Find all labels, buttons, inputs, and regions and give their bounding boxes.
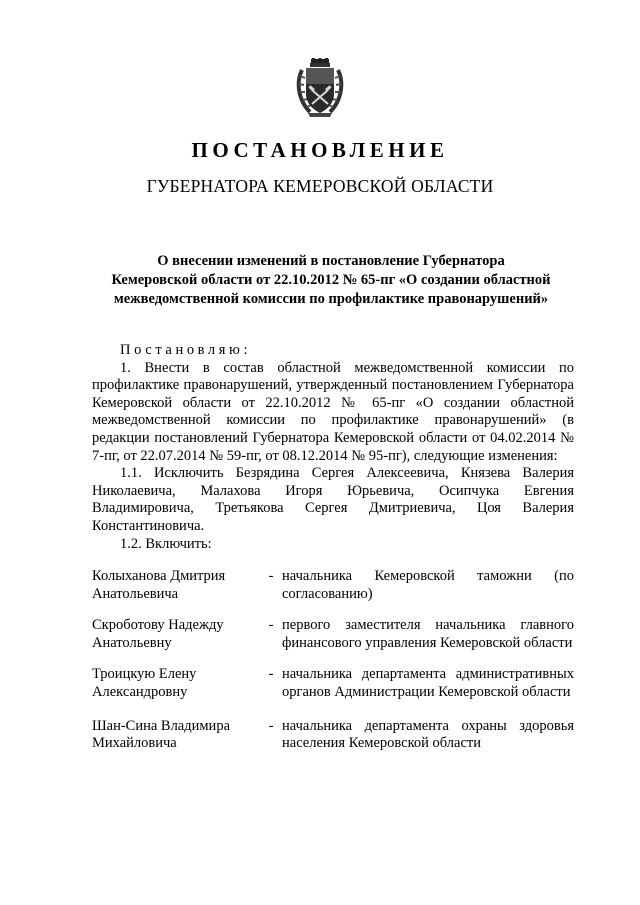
appointee-position: начальника департамента административных органов Администрации Кемеровской области xyxy=(282,666,574,700)
heading-line-3: межведомственной комиссии по профилактике правонарушений» xyxy=(113,291,549,307)
document-body xyxy=(92,342,574,553)
decree-word: Постановляю: xyxy=(120,342,252,358)
appointee-position: первого заместителя начальника главного финансового управления Кемеровской области xyxy=(282,617,574,651)
appointee-name: Шан-Сина Владимира Михайловича xyxy=(92,717,231,752)
appointment-row xyxy=(92,666,574,701)
appointments-list xyxy=(92,568,574,753)
coat-of-arms-icon xyxy=(296,58,344,118)
paragraph-item-1-1: 1.1. Исключить Безрядина Сергея Алексеевича, Князева Валерия Николаевича, Малахова Игоря Юрьевича, Осипчука Евгения Владимировича, Третьякова Сергея Дмитриевича, Цоя Валерия Константиновича. xyxy=(92,465,574,534)
document-title: ПОСТАНОВЛЕНИЕ xyxy=(191,138,449,162)
appointment-row xyxy=(92,568,574,603)
dash-separator: - xyxy=(268,617,274,634)
appointment-row xyxy=(92,718,574,753)
appointment-row xyxy=(92,617,574,652)
heading-line-1: О внесении изменений в постановление Губернатора xyxy=(157,253,505,269)
paragraph-item-1: 1. Внести в состав областной межведомственной комиссии по профилактике правонарушений, утвержденный постановлением Губернатора Кемеровской области от 22.10.2012 № 65-пг «О создании областной межведомственной комиссии по профилактике правонарушений» (в редакции постановлений Губернатора Кемеровской области от 04.02.2014 № 7-пг, от 22.07.2014 № 59-пг, от 08.12.2014 № 95-пг), следующие изменения: xyxy=(92,359,574,464)
appointee-name: Троицкую Елену Александровну xyxy=(92,666,197,700)
appointee-position: начальника Кемеровской таможни (по согласованию) xyxy=(282,568,574,602)
dash-separator: - xyxy=(268,666,274,683)
document-subtitle: ГУБЕРНАТОРА КЕМЕРОВСКОЙ ОБЛАСТИ xyxy=(146,176,494,196)
dash-separator: - xyxy=(268,717,274,734)
paragraph-item-1-2: 1.2. Включить: xyxy=(120,535,212,552)
heading-line-2: Кемеровской области от 22.10.2012 № 65-пг «О создании областной xyxy=(111,272,551,288)
dash-separator: - xyxy=(268,568,274,584)
document-heading xyxy=(90,252,572,309)
appointee-name: Скроботову Надежду Анатольевну xyxy=(92,617,224,651)
appointee-position: начальника департамента охраны здоровья населения Кемеровской области xyxy=(282,717,574,752)
appointee-name: Колыханова Дмитрия Анатольевича xyxy=(92,568,226,602)
